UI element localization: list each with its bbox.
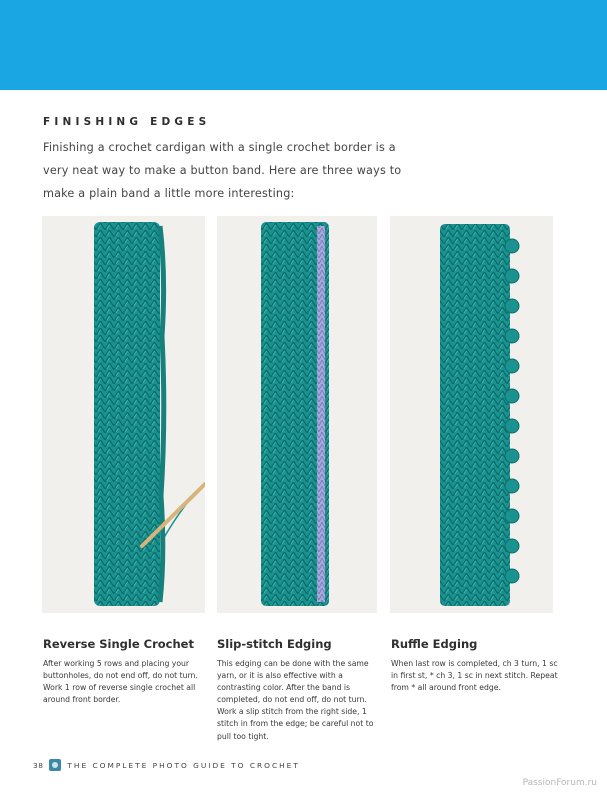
photo-reverse-single-crochet	[42, 216, 205, 613]
intro-paragraph: Finishing a crochet cardigan with a single crochet border is a very neat way to make a button band. Here are three ways to make a plain band a little more interesting:	[43, 141, 402, 200]
crochet-band	[440, 224, 510, 606]
caption-title-reverse-single-crochet: Reverse Single Crochet	[43, 637, 194, 651]
photo-slip-stitch-edging	[217, 216, 377, 613]
header-color-band	[0, 0, 607, 90]
book-logo-icon	[49, 759, 61, 771]
caption-title-slip-stitch-edging: Slip-stitch Edging	[217, 637, 332, 651]
caption-title-ruffle-edging: Ruffle Edging	[391, 637, 478, 651]
page-footer	[33, 758, 300, 772]
book-title: THE COMPLETE PHOTO GUIDE TO CROCHET	[67, 760, 300, 770]
slip-stitch-line	[317, 226, 325, 602]
photo-ruffle-edging	[390, 216, 553, 613]
caption-body-slip-stitch-edging: This edging can be done with the same yarn, or it is also effective with a contrasting color. After the band is completed, do not end off, do not turn. Work a slip stitch from the right side, 1 stitch in from the edge; be careful not to pull too tight.	[217, 659, 374, 741]
caption-body-ruffle-edging: When last row is completed, ch 3 turn, 1 sc in first st, * ch 3, 1 sc in next stitch. Repeat from * all around front edge.	[391, 659, 558, 693]
caption-body-reverse-single-crochet: After working 5 rows and placing your buttonholes, do not end off, do not turn. Work 1 row of reverse single crochet all around front border.	[43, 659, 198, 705]
section-title: FINISHING EDGES	[43, 116, 211, 128]
page-number: 38	[33, 760, 44, 770]
watermark: PassionForum.ru	[522, 778, 597, 788]
crochet-band	[94, 222, 160, 606]
